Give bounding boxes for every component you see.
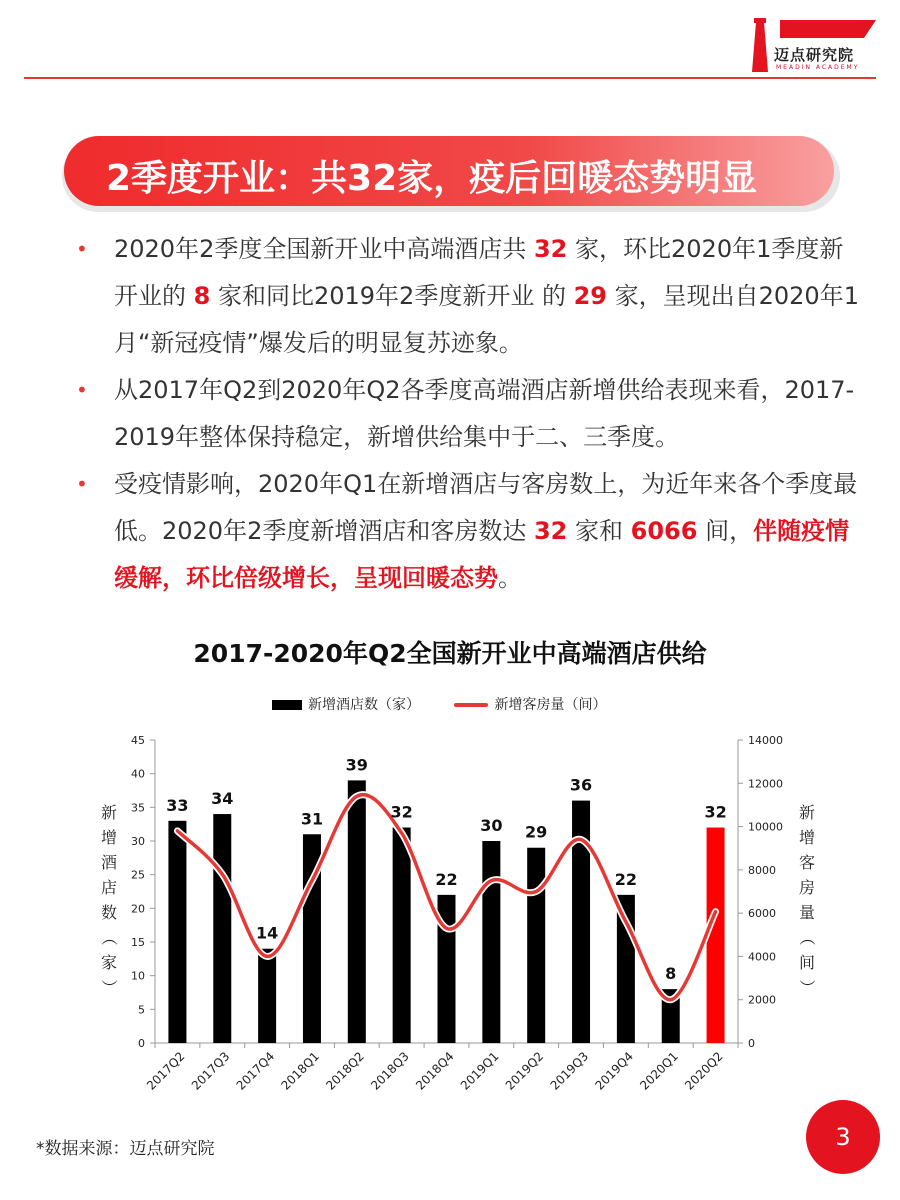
x-tick-label: 2017Q2 <box>143 1049 188 1093</box>
y-right-tick-label: 2000 <box>748 993 776 1007</box>
bar-value-label: 14 <box>255 923 279 943</box>
bar-2017q4 <box>258 949 276 1043</box>
highlight-text: 29 <box>573 282 607 310</box>
bar-value-label: 36 <box>569 775 593 795</box>
logo-text: 迈点研究院 <box>774 46 855 64</box>
x-tick-label: 2018Q3 <box>368 1049 412 1093</box>
x-tick-label: 2019Q3 <box>547 1049 592 1093</box>
bullet-dot-icon: • <box>76 472 88 496</box>
legend-swatch-rooms <box>454 703 488 707</box>
bullet-dot-icon: • <box>76 237 88 261</box>
y-left-tick-label: 0 <box>138 1037 145 1050</box>
page-number-badge: 3 <box>806 1100 880 1174</box>
supply-chart <box>0 720 900 1120</box>
x-tick-label: 2020Q1 <box>637 1049 681 1093</box>
bullet-text: 从2017年Q2到2020年Q2各季度高端酒店新增供给表现来看，2017-2019年整体保持稳定，新增供给集中于二、三季度。 <box>114 376 855 451</box>
legend-swatch-hotels <box>272 700 302 710</box>
highlight-text: 伴随疫情缓解，环比倍级增长，呈现回暖态势 <box>114 517 850 592</box>
y-left-tick-label: 40 <box>131 767 145 781</box>
y-right-tick-label: 12000 <box>748 777 783 791</box>
bar-value-label: 22 <box>435 869 458 889</box>
chart-legend <box>272 694 606 714</box>
y-left-tick-label: 15 <box>131 936 145 949</box>
y-left-tick-label: 35 <box>131 801 145 815</box>
header-divider <box>24 77 876 79</box>
y-left-tick-label: 5 <box>138 1003 145 1017</box>
y-right-tick-label: 14000 <box>748 734 783 747</box>
bullet-list <box>74 226 864 602</box>
y-right-tick-label: 6000 <box>748 907 776 921</box>
y-left-tick-label: 10 <box>131 969 145 983</box>
y-left-tick-label: 45 <box>131 734 145 747</box>
bar-2017q3 <box>213 814 231 1043</box>
bar-value-label: 32 <box>390 802 413 822</box>
y-axis-right-label: 新 增 客 房 量 （ 间 ） <box>797 803 817 996</box>
legend-label-rooms: 新增客房量（间） <box>494 697 607 713</box>
bullet-dot-icon: • <box>76 378 88 402</box>
x-tick-label: 2017Q4 <box>233 1049 278 1093</box>
y-right-tick-label: 4000 <box>748 950 776 964</box>
y-right-tick-label: 8000 <box>748 863 776 877</box>
x-tick-label: 2019Q2 <box>502 1049 547 1093</box>
y-axis-left-label: 新 增 酒 店 数 （ 家 ） <box>99 803 119 996</box>
page-title: 2季度开业：共32家，疫后回暖态势明显 <box>106 158 758 199</box>
x-tick-label: 2019Q4 <box>592 1049 637 1093</box>
bar-value-label: 34 <box>211 789 234 809</box>
bullet-item <box>74 226 864 367</box>
bar-2019q1 <box>482 841 500 1043</box>
bar-2019q2 <box>527 848 545 1043</box>
highlight-text: 32 <box>533 517 568 545</box>
bar-value-label: 33 <box>166 795 189 815</box>
highlight-text: 8 <box>193 282 211 310</box>
x-tick-label: 2018Q4 <box>413 1049 457 1093</box>
x-tick-label: 2018Q2 <box>323 1049 367 1093</box>
x-tick-label: 2020Q2 <box>682 1049 726 1093</box>
bullet-text: 2020年2季度全国新开业中高端酒店共 <box>114 235 534 263</box>
highlight-text: 6066 <box>630 517 698 545</box>
data-source-note: *数据来源：迈点研究院 <box>36 1139 215 1159</box>
bar-value-label: 31 <box>300 809 324 829</box>
bar-value-label: 22 <box>614 869 638 889</box>
y-left-tick-label: 25 <box>131 868 145 882</box>
x-tick-label: 2019Q1 <box>457 1049 502 1093</box>
bullet-text: 家和同比2019年2季度新开业 的 <box>210 282 574 310</box>
bullet-text: 家，呈现出自2020年1月“新冠疫情”爆发后的明显复苏迹象。 <box>114 282 859 357</box>
highlight-text: 32 <box>533 235 568 263</box>
y-right-tick-label: 10000 <box>748 820 783 834</box>
bullet-text: 。 <box>498 564 522 592</box>
bar-value-label: 29 <box>525 822 548 842</box>
bar-value-label: 39 <box>345 755 368 775</box>
y-left-tick-label: 30 <box>131 835 145 848</box>
bullet-text: 受疫情影响，2020年Q1在新增酒店与客房数上，为近年来各个季度最低。2020年2季度新增酒店和客房数达 <box>114 470 858 545</box>
bullet-text: 间， <box>697 517 754 545</box>
bar-2018q2 <box>348 780 366 1043</box>
y-right-tick-label: 0 <box>748 1037 755 1050</box>
y-left-tick-label: 20 <box>131 902 145 916</box>
lighthouse-icon <box>752 22 768 72</box>
bar-2017q2 <box>168 821 186 1043</box>
legend-label-hotels: 新增酒店数（家） <box>308 697 420 713</box>
bullet-text: 家，环比2020年1季度新开业的 <box>114 235 844 310</box>
bar-value-label: 30 <box>480 816 503 835</box>
bar-2018q3 <box>393 828 411 1043</box>
bar-value-label: 32 <box>704 802 727 822</box>
chart-title: 2017-2020年Q2全国新开业中高端酒店供给 <box>193 639 707 668</box>
x-tick-label: 2017Q3 <box>188 1049 233 1093</box>
flag-icon <box>780 20 876 38</box>
x-tick-label: 2018Q1 <box>278 1049 323 1093</box>
bar-value-label: 8 <box>665 964 677 984</box>
bullet-item <box>74 367 864 461</box>
bullet-item <box>74 461 864 602</box>
bullet-text: 家和 <box>567 517 631 545</box>
logo-subtext: MEADIN ACADEMY <box>776 64 860 71</box>
